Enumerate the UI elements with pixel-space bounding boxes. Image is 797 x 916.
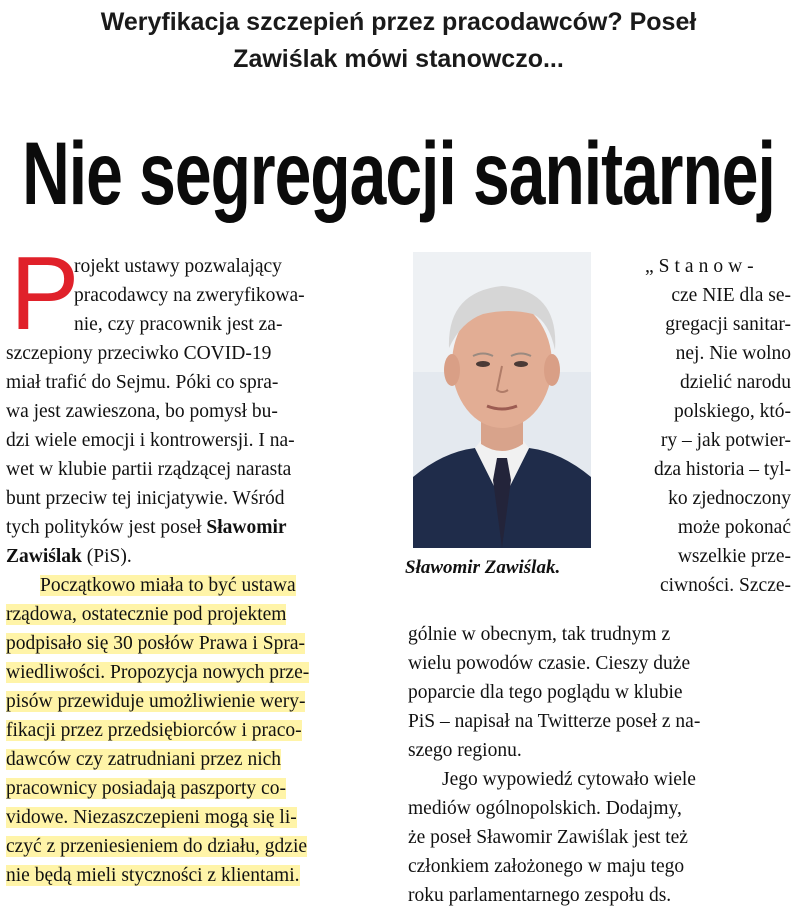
text-line: szczepiony przeciwko COVID-19 bbox=[6, 343, 272, 364]
highlighted-line: Początkowo miała to być ustawa bbox=[40, 575, 296, 596]
article-kicker bbox=[0, 4, 797, 78]
highlighted-line: rządowa, ostatecznie pod projektem bbox=[6, 604, 287, 625]
text-fragment: (PiS). bbox=[81, 546, 132, 567]
text-fragment: tych polityków jest poseł bbox=[6, 517, 202, 538]
politician-surname-bold: Zawiślak bbox=[6, 546, 82, 567]
text-line: może pokonać bbox=[677, 517, 791, 538]
highlighted-line: wiedliwości. Propozycja nowych prze- bbox=[6, 662, 310, 683]
text-line: wa jest zawieszona, bo pomysł bu- bbox=[6, 401, 278, 422]
text-line: „Stanow- bbox=[645, 256, 759, 277]
text-line: członkiem założonego w maju tego bbox=[408, 856, 685, 877]
text-line: gregacji sanitar- bbox=[665, 314, 791, 335]
text-line: ciwności. Szcze- bbox=[659, 575, 791, 596]
text-line: mediów ogólnopolskich. Dodajmy, bbox=[408, 798, 682, 819]
highlighted-line: pisów przewiduje umożliwienie wery- bbox=[6, 691, 306, 712]
text-line: gólnie w obecnym, tak trudnym z bbox=[408, 624, 671, 645]
kicker-line-2: Zawiślak mówi stanowczo... bbox=[233, 45, 564, 73]
quote-column bbox=[605, 252, 791, 600]
highlighted-line: fikacji przez przedsiębiorców i praco- bbox=[6, 720, 302, 741]
text-line: PiS – napisał na Twitterze poseł z na- bbox=[408, 711, 701, 732]
text-line bbox=[6, 513, 362, 542]
highlighted-line: podpisało się 30 posłów Prawa i Spra- bbox=[6, 633, 305, 654]
highlighted-line: nie będą mieli styczności z klientami. bbox=[6, 865, 300, 886]
text-line: wet w klubie partii rządzącej narasta bbox=[6, 459, 292, 480]
text-line: dzielić narodu bbox=[680, 372, 791, 393]
highlighted-line: dawców czy zatrudniani przez nich bbox=[6, 749, 282, 770]
text-line: szego regionu. bbox=[408, 740, 522, 761]
text-line: ry – jak potwier- bbox=[660, 430, 791, 451]
kicker-line-1: Weryfikacja szczepień przez pracodawców? Poseł bbox=[100, 8, 697, 36]
text-line: rojekt ustawy pozwalający bbox=[74, 256, 282, 277]
highlighted-line: czyć z przeniesieniem do działu, gdzie bbox=[6, 836, 308, 857]
text-line: poparcie dla tego poglądu w klubie bbox=[408, 682, 683, 703]
politician-portrait-photo bbox=[413, 252, 591, 548]
text-line: roku parlamentarnego zespołu ds. bbox=[408, 885, 672, 906]
portrait-illustration bbox=[413, 252, 591, 548]
text-line: Jego wypowiedź cytowało wiele bbox=[442, 769, 696, 790]
text-line: ko zjednoczony bbox=[668, 488, 791, 509]
text-line: nej. Nie wolno bbox=[675, 343, 791, 364]
text-line: wielu powodów czasie. Cieszy duże bbox=[408, 653, 691, 674]
text-line: miał trafić do Sejmu. Póki co spra- bbox=[6, 372, 279, 393]
text-line: polskiego, któ- bbox=[674, 401, 791, 422]
politician-name-bold: Sławomir bbox=[206, 517, 287, 538]
drop-cap: P bbox=[10, 236, 80, 352]
text-line: pracodawcy na zweryfikowa- bbox=[74, 285, 305, 306]
highlighted-line: pracownicy posiadają paszporty co- bbox=[6, 778, 286, 799]
text-line: nie, czy pracownik jest za- bbox=[74, 314, 283, 335]
photo-caption: Sławomir Zawiślak. bbox=[405, 557, 561, 578]
article-headline: Nie segregacji sanitarnej bbox=[22, 123, 775, 223]
text-line: dza historia – tyl- bbox=[653, 459, 791, 480]
text-line bbox=[6, 542, 362, 571]
right-column bbox=[408, 620, 790, 910]
text-line: że poseł Sławomir Zawiślak jest też bbox=[408, 827, 688, 848]
highlighted-line: vidowe. Niezaszczepieni mogą się li- bbox=[6, 807, 297, 828]
text-line: dzi wiele emocji i kontrowersji. I na- bbox=[6, 430, 295, 451]
text-line: bunt przeciw tej inicjatywie. Wśród bbox=[6, 488, 285, 509]
text-line: cze NIE dla se- bbox=[671, 285, 791, 306]
left-column bbox=[6, 236, 362, 890]
text-line: wszelkie prze- bbox=[677, 546, 791, 567]
